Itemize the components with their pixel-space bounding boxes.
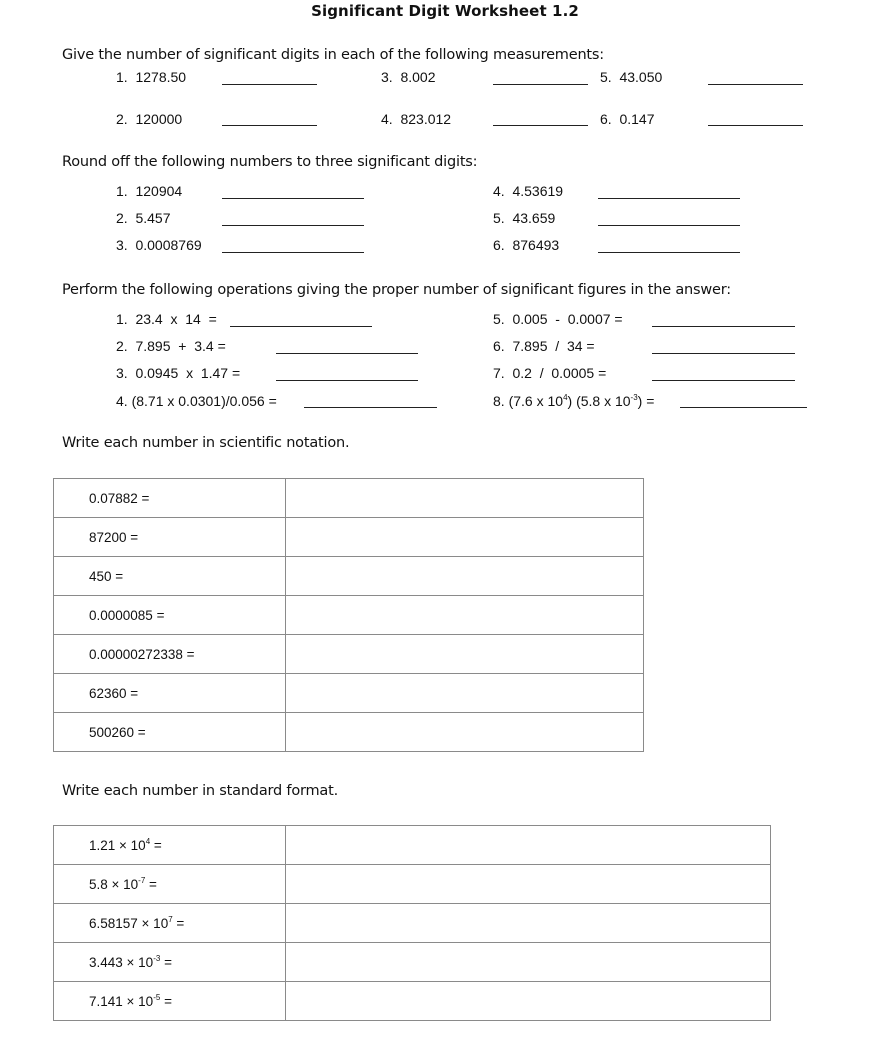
equals: = (145, 876, 157, 892)
s3-answer-2[interactable] (276, 353, 418, 354)
answer-cell[interactable] (286, 982, 771, 1021)
exponent: -7 (138, 875, 146, 885)
exponent: 4 (563, 393, 568, 402)
s2-answer-6[interactable] (598, 252, 740, 253)
s1-answer-5[interactable] (708, 84, 803, 85)
s3-answer-8[interactable] (680, 407, 807, 408)
s1-item-1 (116, 69, 186, 85)
item-number: 6. (600, 111, 612, 127)
table-row (54, 826, 771, 865)
exponent: -3 (153, 953, 161, 963)
question-cell: 62360 = (54, 674, 286, 713)
item-value: 120904 (135, 183, 183, 199)
equals: = (160, 993, 172, 1009)
item-number: 3. (116, 365, 128, 381)
s1-answer-2[interactable] (222, 125, 317, 126)
answer-cell[interactable] (286, 674, 644, 713)
s3-answer-7[interactable] (652, 380, 795, 381)
equals: = (172, 915, 185, 931)
item-number: 5. (493, 210, 505, 226)
answer-cell[interactable] (286, 904, 771, 943)
s3-item-3 (116, 365, 240, 381)
standard-format-table (53, 825, 771, 1021)
item-value: 0.005 - 0.0007 = (512, 311, 623, 327)
question-cell (54, 904, 286, 943)
s2-answer-2[interactable] (222, 225, 364, 226)
table-row (54, 713, 644, 752)
item-number: 6. (493, 338, 505, 354)
exponent: -3 (630, 393, 638, 402)
table-row (54, 518, 644, 557)
worksheet-title: Significant Digit Worksheet 1.2 (311, 2, 579, 20)
item-value-part: ) = (637, 393, 655, 409)
item-number: 4. (381, 111, 393, 127)
item-number: 2. (116, 210, 128, 226)
question-cell: 500260 = (54, 713, 286, 752)
section2-heading: Round off the following numbers to three significant digits: (62, 154, 478, 170)
exponent: 4 (145, 836, 151, 846)
item-number: 7. (493, 365, 505, 381)
answer-cell[interactable] (286, 479, 644, 518)
question-cell: 0.0000085 = (54, 596, 286, 635)
s2-item-1 (116, 183, 182, 199)
item-number: 5. (600, 69, 612, 85)
s3-answer-5[interactable] (652, 326, 795, 327)
s3-item-5 (493, 311, 623, 327)
s2-item-4 (493, 183, 563, 199)
item-number: 3. (116, 237, 128, 253)
item-value: 0.147 (619, 111, 655, 127)
answer-cell[interactable] (286, 635, 644, 674)
item-value: 120000 (135, 111, 183, 127)
item-number: 1. (116, 183, 128, 199)
item-value: 0.0008769 (135, 237, 202, 253)
s1-item-3 (381, 69, 436, 85)
item-value: 23.4 x 14 = (135, 311, 217, 327)
answer-cell[interactable] (286, 596, 644, 635)
item-number: 2. (116, 111, 128, 127)
answer-cell[interactable] (286, 713, 644, 752)
item-number: 5. (493, 311, 505, 327)
section4-heading: Write each number in scientific notation. (62, 435, 350, 451)
table-row (54, 635, 644, 674)
s2-answer-4[interactable] (598, 198, 740, 199)
item-number: 1. (116, 311, 128, 327)
s1-answer-3[interactable] (493, 84, 588, 85)
item-value-part: ) (5.8 x 10 (567, 393, 631, 409)
table-row (54, 674, 644, 713)
item-number: 4. (116, 393, 128, 409)
s3-answer-1[interactable] (230, 326, 372, 327)
s2-item-6 (493, 237, 559, 253)
item-value: 823.012 (400, 111, 452, 127)
s3-item-6 (493, 338, 595, 354)
item-number: 4. (493, 183, 505, 199)
s2-answer-5[interactable] (598, 225, 740, 226)
table-row (54, 943, 771, 982)
item-value: 876493 (512, 237, 560, 253)
table-row (54, 596, 644, 635)
equals: = (160, 954, 172, 970)
s1-answer-1[interactable] (222, 84, 317, 85)
item-value: 43.050 (619, 69, 663, 85)
s1-answer-6[interactable] (708, 125, 803, 126)
s3-item-4 (116, 393, 277, 409)
table-row (54, 904, 771, 943)
s1-item-6 (600, 111, 655, 127)
mantissa: 7.141 × 10 (89, 993, 154, 1009)
section1-heading: Give the number of significant digits in each of the following measurements: (62, 47, 604, 63)
s3-item-1 (116, 311, 217, 327)
item-value: 0.2 / 0.0005 = (512, 365, 607, 381)
question-cell (54, 865, 286, 904)
item-value: 0.0945 x 1.47 = (135, 365, 241, 381)
item-value: 1278.50 (135, 69, 187, 85)
s3-answer-6[interactable] (652, 353, 795, 354)
answer-cell[interactable] (286, 557, 644, 596)
mantissa: 5.8 × 10 (89, 876, 139, 892)
s2-answer-1[interactable] (222, 198, 364, 199)
s3-item-7 (493, 365, 606, 381)
s1-item-5 (600, 69, 662, 85)
s2-item-2 (116, 210, 171, 226)
s3-item-8 (493, 393, 654, 409)
item-number: 6. (493, 237, 505, 253)
item-value-part: (7.6 x 10 (508, 393, 564, 409)
item-value: 43.659 (512, 210, 556, 226)
table-row (54, 982, 771, 1021)
mantissa: 6.58157 × 10 (89, 915, 169, 931)
s1-item-2 (116, 111, 182, 127)
s3-item-2 (116, 338, 226, 354)
exponent: -5 (153, 992, 161, 1002)
table-row (54, 479, 644, 518)
table-row (54, 557, 644, 596)
item-value: 4.53619 (512, 183, 564, 199)
s3-answer-4[interactable] (304, 407, 437, 408)
item-number: 3. (381, 69, 393, 85)
answer-cell[interactable] (286, 943, 771, 982)
mantissa: 3.443 × 10 (89, 954, 154, 970)
answer-cell[interactable] (286, 518, 644, 557)
question-cell: 87200 = (54, 518, 286, 557)
s2-item-3 (116, 237, 202, 253)
mantissa: 1.21 × 10 (89, 837, 146, 853)
s3-answer-3[interactable] (276, 380, 418, 381)
s2-answer-3[interactable] (222, 252, 364, 253)
item-value: 7.895 + 3.4 = (135, 338, 226, 354)
s2-item-5 (493, 210, 555, 226)
question-cell: 0.00000272338 = (54, 635, 286, 674)
item-value: 7.895 / 34 = (512, 338, 595, 354)
answer-cell[interactable] (286, 826, 771, 865)
item-number: 1. (116, 69, 128, 85)
question-cell: 450 = (54, 557, 286, 596)
question-cell: 0.07882 = (54, 479, 286, 518)
item-value: 8.002 (400, 69, 436, 85)
exponent: 7 (168, 914, 173, 924)
scientific-notation-table (53, 478, 644, 752)
section3-heading: Perform the following operations giving the proper number of significant figures in the answer: (62, 282, 731, 298)
question-cell (54, 982, 286, 1021)
question-cell (54, 826, 286, 865)
equals: = (150, 837, 162, 853)
s1-answer-4[interactable] (493, 125, 588, 126)
question-cell (54, 943, 286, 982)
answer-cell[interactable] (286, 865, 771, 904)
item-value: 5.457 (135, 210, 171, 226)
table-row (54, 865, 771, 904)
item-number: 2. (116, 338, 128, 354)
s1-item-4 (381, 111, 451, 127)
item-value: (8.71 x 0.0301)/0.056 = (131, 393, 277, 409)
section5-heading: Write each number in standard format. (62, 783, 339, 799)
item-number: 8. (493, 393, 505, 409)
